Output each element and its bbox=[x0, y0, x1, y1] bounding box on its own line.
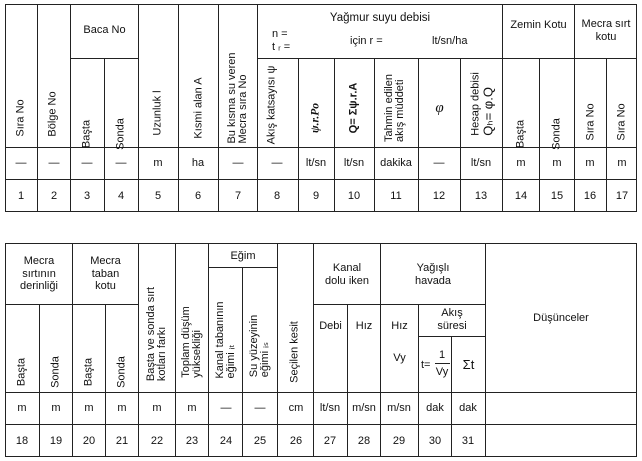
column-number-t2-9: 26 bbox=[289, 435, 303, 447]
header-q-sum: Q= Σψ.r.A bbox=[347, 82, 360, 134]
unit-cell-11: dakika bbox=[380, 157, 412, 169]
header-mecra-sira-no-2: Sıra No bbox=[615, 103, 628, 141]
header-frac-den: Vy bbox=[435, 366, 449, 378]
unit-cell-t2-13: dak bbox=[426, 402, 444, 414]
unit-cell-12: — bbox=[433, 157, 445, 169]
header-bolge-no: Bölge No bbox=[46, 91, 59, 137]
header-mecra-sirt-kotu: Mecra sırt kotu bbox=[581, 18, 631, 43]
unit-cell-17: m bbox=[617, 157, 627, 169]
unit-cell-t2-6: m bbox=[187, 402, 197, 414]
header-toplam-dusum: Toplam düşüm yüksekliği bbox=[180, 306, 203, 378]
unit-cell-7: — bbox=[232, 157, 244, 169]
header-mecra-sira-no-1: Sıra No bbox=[584, 103, 597, 141]
header-phi: φ bbox=[435, 100, 444, 116]
header-derinlik-sonda: Sonda bbox=[49, 356, 62, 388]
unit-cell-4: — bbox=[115, 157, 127, 169]
header-yagisli-havada: Yağışlı havada bbox=[414, 262, 452, 287]
unit-cell-t2-9: cm bbox=[288, 402, 304, 414]
unit-cell-5: m bbox=[153, 157, 163, 169]
header-dusunceler: Düşünceler bbox=[533, 312, 589, 324]
header-kot-farki: Başta ve sonda sırt kotları farkı bbox=[145, 286, 168, 382]
unit-cell-2: — bbox=[48, 157, 60, 169]
unit-cell-8: — bbox=[271, 157, 283, 169]
header-vy: Vy bbox=[393, 352, 406, 364]
unit-cell-16: m bbox=[585, 157, 595, 169]
column-number-8: 8 bbox=[273, 190, 281, 202]
header-akis-suresi: Akış süresi bbox=[437, 307, 467, 332]
unit-cell-14: m bbox=[516, 157, 526, 169]
unit-cell-t2-8: — bbox=[254, 402, 266, 414]
header-baca-sonda: Sonda bbox=[114, 118, 127, 150]
column-number-t2-4: 21 bbox=[115, 435, 129, 447]
unit-cell-t2-10: lt/sn bbox=[319, 402, 341, 414]
header-uzunluk: Uzunluk l bbox=[151, 90, 164, 136]
header-sira-no: Sıra No bbox=[14, 99, 27, 137]
column-number-12: 12 bbox=[432, 190, 446, 202]
unit-cell-t2-1: m bbox=[17, 402, 27, 414]
column-number-t2-12: 29 bbox=[392, 435, 406, 447]
header-kanal-egim: Kanal tabanının eğimi ᵢₜ bbox=[214, 301, 237, 379]
header-psi-r-po: ψ.r.Po bbox=[309, 102, 322, 134]
column-number-t2-8: 25 bbox=[253, 435, 267, 447]
column-number-9: 9 bbox=[312, 190, 320, 202]
column-number-t2-6: 23 bbox=[185, 435, 199, 447]
header-kanal-dolu: Kanal dolu iken bbox=[324, 262, 370, 287]
header-frac-num: 1 bbox=[438, 349, 446, 361]
column-number-13: 13 bbox=[474, 190, 488, 202]
header-tahmin: Tahmin edilen akış müddeti bbox=[383, 74, 406, 142]
header-su-egim: Su yüzeyinin eğimi ᵢₛ bbox=[248, 314, 271, 378]
unit-cell-t2-5: m bbox=[152, 402, 162, 414]
header-baca-no: Baca No bbox=[83, 24, 126, 36]
column-number-11: 11 bbox=[390, 190, 402, 202]
header-tr: t ᵣ = bbox=[272, 41, 291, 53]
column-number-1: 1 bbox=[17, 190, 25, 202]
column-number-t2-11: 28 bbox=[357, 435, 371, 447]
header-zemin-basta: Başta bbox=[514, 119, 527, 149]
header-taban-sonda: Sonda bbox=[115, 356, 128, 388]
header-unit-ltsnha: lt/sn/ha bbox=[432, 35, 468, 47]
header-derinlik-basta: Başta bbox=[15, 357, 28, 387]
header-taban-basta: Başta bbox=[82, 357, 95, 387]
unit-cell-1: — bbox=[15, 157, 27, 169]
unit-cell-t2-12: m/sn bbox=[387, 402, 411, 414]
unit-cell-13: lt/sn bbox=[470, 157, 492, 169]
column-number-10: 10 bbox=[347, 190, 361, 202]
header-egim: Eğim bbox=[230, 250, 256, 262]
column-number-16: 16 bbox=[583, 190, 597, 202]
header-akis-katsayisi: Akış katsayısı ψ bbox=[265, 65, 278, 145]
column-number-t2-2: 19 bbox=[49, 435, 63, 447]
unit-cell-t2-2: m bbox=[51, 402, 61, 414]
header-sigma-t: Σt bbox=[462, 357, 475, 372]
column-number-t2-5: 22 bbox=[150, 435, 164, 447]
column-number-2: 2 bbox=[50, 190, 58, 202]
header-secilen-kesit: Seçilen kesit bbox=[288, 321, 301, 383]
column-number-15: 15 bbox=[550, 190, 564, 202]
header-n: n = bbox=[272, 28, 288, 40]
column-number-17: 17 bbox=[615, 190, 629, 202]
unit-cell-3: — bbox=[81, 157, 93, 169]
column-number-t2-13: 30 bbox=[428, 435, 442, 447]
column-number-t2-14: 31 bbox=[461, 435, 475, 447]
header-t-formula: t= bbox=[421, 359, 431, 371]
column-number-4: 4 bbox=[117, 190, 125, 202]
unit-cell-15: m bbox=[552, 157, 562, 169]
column-number-3: 3 bbox=[83, 190, 91, 202]
column-number-t2-10: 27 bbox=[323, 435, 337, 447]
unit-cell-6: ha bbox=[191, 157, 205, 169]
column-number-7: 7 bbox=[234, 190, 242, 202]
header-hesap-debisi: Hesap debisi Qₕ= φ.Q bbox=[469, 72, 496, 136]
header-mecra-sira: Bu kısma su veren Mecra sıra No bbox=[226, 52, 249, 144]
column-number-5: 5 bbox=[154, 190, 162, 202]
header-mecra-taban-kotu: Mecra taban kotu bbox=[90, 255, 121, 293]
unit-cell-t2-4: m bbox=[117, 402, 127, 414]
column-number-t2-1: 18 bbox=[15, 435, 29, 447]
column-number-14: 14 bbox=[514, 190, 528, 202]
header-yagmur-suyu: Yağmur suyu debisi bbox=[329, 12, 431, 24]
unit-cell-9: lt/sn bbox=[305, 157, 327, 169]
unit-cell-10: lt/sn bbox=[343, 157, 365, 169]
unit-cell-t2-7: — bbox=[220, 402, 232, 414]
column-number-t2-3: 20 bbox=[82, 435, 96, 447]
header-kismi-alan: Kısmi alan A bbox=[192, 77, 205, 139]
header-icin-r: için r = bbox=[350, 35, 383, 47]
header-hiz: Hız bbox=[355, 320, 373, 332]
column-number-6: 6 bbox=[194, 190, 202, 202]
header-baca-basta: Başta bbox=[80, 119, 93, 149]
fraction-bar bbox=[435, 363, 450, 364]
column-number-t2-7: 24 bbox=[219, 435, 233, 447]
header-zemin-sonda: Sonda bbox=[550, 118, 563, 150]
unit-cell-t2-11: m/sn bbox=[352, 402, 376, 414]
header-debi: Debi bbox=[319, 320, 342, 332]
unit-cell-t2-14: dak bbox=[459, 402, 477, 414]
header-zemin-kotu: Zemin Kotu bbox=[510, 19, 567, 31]
unit-cell-t2-3: m bbox=[84, 402, 94, 414]
header-mecra-sirt-derinligi: Mecra sırtının derinliği bbox=[20, 255, 58, 293]
header-hiz-2: Hız bbox=[391, 320, 408, 332]
